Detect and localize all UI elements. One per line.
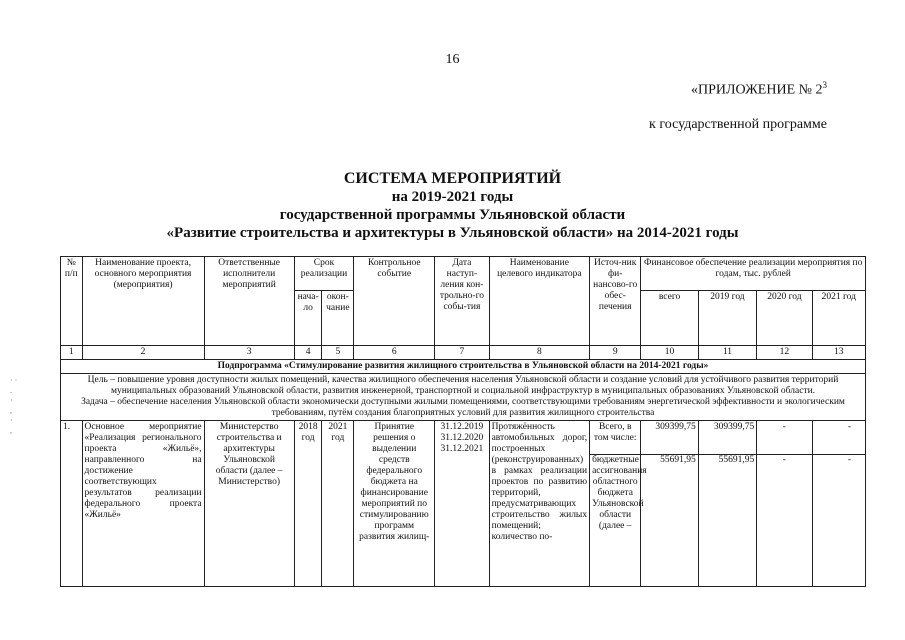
header-end: окон-чание xyxy=(322,291,354,346)
row-2020 xyxy=(757,421,812,587)
header-term: Срок реализации xyxy=(294,257,353,291)
row-start: 2018 год xyxy=(294,421,322,587)
col-number: 11 xyxy=(698,346,756,360)
row-source xyxy=(590,421,647,587)
goal-row xyxy=(61,374,866,421)
row-2019 xyxy=(698,421,756,587)
row-date: 31.12.2019 xyxy=(440,422,484,432)
page-number: 16 xyxy=(445,52,460,67)
header-event: Контрольное событие xyxy=(354,257,435,346)
source-total: Всего, в том числе: xyxy=(593,422,637,443)
row-dates xyxy=(435,421,489,587)
header-date: Дата наступ-ления кон-трольно-го собы-тия xyxy=(435,257,489,346)
header-executors: Ответственные исполнители мероприятий xyxy=(204,257,294,346)
y2019-budget: 55691,95 xyxy=(718,455,755,465)
row-total xyxy=(641,421,698,587)
header-2020: 2020 год xyxy=(757,291,812,346)
scan-marks: · · . · , · , xyxy=(10,376,18,435)
y2019-all: 309399,75 xyxy=(713,422,755,432)
title-line-1: СИСТЕМА МЕРОПРИЯТИЙ xyxy=(343,170,562,187)
subprogram-title: Подпрограмма «Стимулирование развития жилищного строительства в Ульяновской области на 2014-2021 годы» xyxy=(61,360,866,374)
header-source: Источ-ник фи-нансово-го обес-печения xyxy=(590,257,641,346)
col-number: 4 xyxy=(294,346,322,360)
appendix-label: «ПРИЛОЖЕНИЕ № $2^3$ xyxy=(691,80,827,98)
header-indicator: Наименование целевого индикатора xyxy=(489,257,589,346)
appendix-subtitle: к государственной программе xyxy=(649,117,827,132)
col-number: 5 xyxy=(322,346,354,360)
col-number: 6 xyxy=(354,346,435,360)
col-number: 2 xyxy=(82,346,204,360)
header-2021: 2021 год xyxy=(812,291,865,346)
title-line-4: «Развитие строительства и архитектуры в Ульяновской области» на 2014-2021 годы xyxy=(166,225,739,241)
task-text: Задача – обеспечение населения Ульяновской области экономически доступными жилыми помещениями, соответствующими требованиям энергетической эффективности и экологическим требованиям, путём создания благоприятных условий для развития жилищного строительства xyxy=(81,397,845,418)
appendix-superscript: 3 xyxy=(822,80,827,90)
goal-text: Цель – повышение уровня доступности жилых помещений, качества жилищного обеспечения населения Ульяновской области и создание условий для устойчивого развития территорий муниципальных образований Ульяновской области, развития инженерной, транспортной и социальной инфраструктур в муниципальных образованиях Ульяновской области. xyxy=(87,375,839,396)
col-number: 8 xyxy=(489,346,589,360)
row-date: 31.12.2021 xyxy=(440,444,484,454)
row-event: Принятие решения о выделении средств федерального бюджета на финансирование мероприятий по стимулированию программ развития жилищ- xyxy=(354,421,435,587)
col-number: 3 xyxy=(204,346,294,360)
y2021-budget: - xyxy=(847,455,851,465)
goal-cell xyxy=(61,374,866,421)
y2020-all: - xyxy=(782,422,786,432)
table-row xyxy=(61,421,866,587)
row-2021 xyxy=(812,421,865,587)
measures-table xyxy=(60,256,866,587)
total-all: 309399,75 xyxy=(655,422,696,432)
row-indicator: Протяжённость автомобильных дорог, построенных (реконструированных) в рамках реализации проектов по развитию территорий, предусматривающих строительство жилых помещений; количество по- xyxy=(489,421,589,587)
y2020-budget: - xyxy=(782,455,786,465)
row-end: 2021 год xyxy=(322,421,354,587)
header-num: № п/п xyxy=(61,257,83,346)
total-budget: 55691,95 xyxy=(660,455,696,465)
header-total: всего xyxy=(641,291,698,346)
column-number-row xyxy=(61,346,866,360)
source-budget: бюджетные ассигнования областного бюджета Ульяновской области (далее – xyxy=(592,455,647,531)
col-number: 7 xyxy=(435,346,489,360)
col-number: 10 xyxy=(641,346,698,360)
header-2019: 2019 год xyxy=(698,291,756,346)
col-number: 13 xyxy=(812,346,865,360)
header-finance: Финансовое обеспечение реализации мероприятия по годам, тыс. рублей xyxy=(641,257,866,291)
col-number: 1 xyxy=(61,346,83,360)
title-line-3: государственной программы Ульяновской области xyxy=(279,207,626,223)
title-line-2: на 2019-2021 годы xyxy=(391,189,514,205)
col-number: 9 xyxy=(590,346,641,360)
document-title xyxy=(0,170,905,242)
header-start: нача-ло xyxy=(294,291,322,346)
row-date: 31.12.2020 xyxy=(440,433,484,443)
col-number: 12 xyxy=(757,346,812,360)
row-measure-name: Основное мероприятие «Реализация регионального проекта «Жильё», направленного на достижение соответствующих результатов реализации федерального проекта «Жильё» xyxy=(82,421,204,587)
y2021-all: - xyxy=(847,422,851,432)
header-name: Наименование проекта, основного мероприятия (мероприятия) xyxy=(82,257,204,346)
header-row-1 xyxy=(61,257,866,291)
row-executor: Министерство строительства и архитектуры Ульяновской области (далее – Министерство) xyxy=(204,421,294,587)
subprogram-row xyxy=(61,360,866,374)
row-num: 1. xyxy=(61,421,83,587)
